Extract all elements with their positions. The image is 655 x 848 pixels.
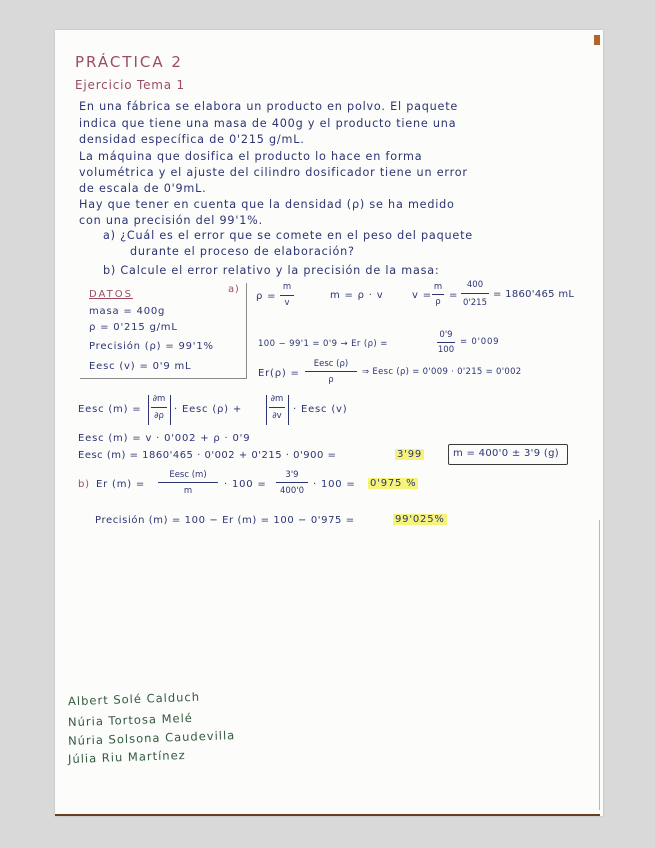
- eesc-value-highlight: 3'99: [397, 449, 423, 460]
- er-eq-rhs: ⇒ Eesc (ρ) = 0'009 · 0'215 = 0'002: [362, 367, 522, 377]
- er-rho-num: 0'9: [439, 330, 453, 340]
- er-m-num2: 3'9: [285, 470, 299, 480]
- dm-dv-num: ∂m: [270, 394, 284, 404]
- eesc-general-end: · Eesc (v): [293, 404, 348, 415]
- er-m-mid2: · 100 =: [313, 479, 356, 490]
- statement-line: de escala de 0'9mL.: [79, 182, 207, 195]
- dm-dv-den: ∂v: [272, 411, 282, 421]
- statement-line: La máquina que dosifica el producto lo hace en forma: [79, 150, 423, 163]
- statement-line: volumétrica y el ajuste del cilindro dosificador tiene un error: [79, 166, 468, 179]
- er-eq-lhs: Er(ρ) =: [258, 368, 300, 379]
- frac-line: [461, 293, 489, 294]
- signature-name: Albert Solé Calduch: [67, 689, 201, 709]
- er-m-mid: · 100 =: [224, 479, 267, 490]
- er-m-lhs: Er (m) =: [96, 479, 146, 490]
- v-eq-sign: =: [449, 290, 459, 301]
- signature-name: Júlia Riu Martínez: [67, 747, 186, 767]
- abs-bar: [170, 395, 171, 425]
- v-num: m: [433, 282, 443, 292]
- eesc-substitution: Eesc (m) = v · 0'002 + ρ · 0'9: [78, 433, 251, 444]
- frac-line: [158, 482, 218, 483]
- v-den: ρ: [435, 297, 441, 307]
- statement-line: densidad específica de 0'215 g/mL.: [79, 133, 305, 146]
- datos-escala: Eesc (v) = 0'9 mL: [89, 361, 192, 372]
- er-eq-num: Eesc (ρ): [313, 359, 349, 369]
- er-m-value-highlight: 0'975 %: [370, 478, 417, 489]
- final-mass: m = 400'0 ± 3'9 (g): [453, 448, 559, 459]
- er-m-den2: 400'0: [280, 486, 304, 496]
- dm-drho-num: ∂m: [152, 394, 166, 404]
- abs-bar: [148, 395, 149, 425]
- page-title: PRÁCTICA 2: [75, 53, 183, 71]
- eesc-numeric: Eesc (m) = 1860'465 · 0'002 + 0'215 · 0'900 =: [78, 450, 337, 461]
- er-rho-result: = 0'009: [460, 337, 500, 347]
- label-a: a): [228, 284, 240, 295]
- question-a: a) ¿Cuál es el error que se comete en el peso del paquete: [103, 229, 473, 242]
- question-b: b) Calcule el error relativo y la precisión de la masa:: [103, 264, 440, 277]
- er-rho-lhs: 100 − 99'1 = 0'9 → Er (ρ) =: [258, 339, 388, 349]
- frac-line: [276, 482, 308, 483]
- datos-masa: masa = 400g: [89, 306, 166, 317]
- corner-mark: [594, 35, 600, 45]
- frac-line: [437, 342, 455, 343]
- question-a-cont: durante el proceso de elaboración?: [130, 245, 355, 258]
- rho-num: m: [282, 282, 292, 292]
- abs-bar: [288, 395, 289, 425]
- m-equation: m = ρ · v: [330, 290, 384, 301]
- label-b: b): [78, 479, 90, 490]
- statement-line: con una precisión del 99'1%.: [79, 214, 263, 227]
- v-num2: 400: [466, 280, 484, 290]
- frac-line: [269, 407, 285, 408]
- er-rho-den: 100: [437, 345, 455, 355]
- eesc-general-lhs: Eesc (m) =: [78, 404, 142, 415]
- eesc-general-mid: · Eesc (ρ) +: [174, 404, 243, 415]
- er-m-num: Eesc (m): [169, 470, 207, 480]
- rho-den: v: [284, 298, 290, 308]
- datos-heading: DATOS: [89, 289, 133, 300]
- bottom-edge: [55, 814, 600, 816]
- abs-bar: [266, 395, 267, 425]
- v-den2: 0'215: [463, 298, 487, 308]
- frac-line: [280, 295, 294, 296]
- v-result: = 1860'465 mL: [493, 289, 575, 300]
- edge-shadow: [599, 520, 600, 810]
- frac-line: [151, 407, 167, 408]
- statement-line: En una fábrica se elabora un producto en polvo. El paquete: [79, 100, 459, 113]
- statement-line: indica que tiene una masa de 400g y el producto tiene una: [79, 117, 457, 130]
- signature-name: Núria Solsona Caudevilla: [67, 728, 236, 748]
- signature-name: Núria Tortosa Melé: [67, 710, 194, 730]
- datos-densidad: ρ = 0'215 g/mL: [89, 322, 178, 333]
- datos-precision: Precisión (ρ) = 99'1%: [89, 341, 214, 352]
- er-m-den: m: [183, 486, 193, 496]
- er-eq-den: ρ: [328, 375, 334, 385]
- statement-line: Hay que tener en cuenta que la densidad (ρ) se ha medido: [79, 198, 455, 211]
- exercise-subtitle: Ejercicio Tema 1: [75, 78, 185, 92]
- frac-line: [432, 294, 444, 295]
- precision-m: Precisión (m) = 100 − Er (m) = 100 − 0'975 =: [95, 515, 355, 526]
- dm-drho-den: ∂ρ: [154, 411, 164, 421]
- rho-lhs: ρ =: [256, 291, 277, 302]
- v-lhs: v =: [412, 290, 432, 301]
- precision-value-highlight: 99'025%: [395, 514, 445, 525]
- frac-line: [305, 371, 357, 372]
